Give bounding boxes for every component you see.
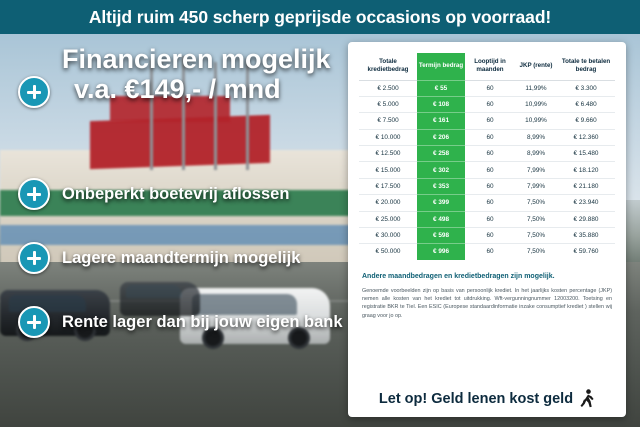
benefits-list [18,178,358,370]
note-body: Genoemde voorbeelden zijn op basis van persoonlijk krediet. In het jaarlijks kosten percentage (JKP) nemen alle kosten van het krediet tot uitdrukking. Wft-vergunningnummer 12003200. Toetsing en registratie BKR te Tiel. Een ESIC (Europese standaardinformatie inzake consumptief krediet ) stellen wij graag voor jo op. [362,287,612,319]
legal-note [362,272,612,321]
cell-jkp: 11,99% [515,80,557,96]
table-row [359,129,615,145]
warning-text: Let op! Geld lenen kost geld [378,391,574,407]
cell-total-payable: € 15.480 [557,146,615,162]
cell-jkp: 10,99% [515,96,557,112]
cell-term-amount: € 108 [417,96,465,112]
cell-total-credit: € 12.500 [359,146,417,162]
plus-icon [18,76,50,108]
cell-duration: 60 [465,80,515,96]
plus-icon [18,242,50,274]
cell-duration: 60 [465,195,515,211]
cell-duration: 60 [465,211,515,227]
column-header-duration: Looptijd in maanden [465,53,515,80]
plus-icon [18,306,50,338]
cell-total-payable: € 9.660 [557,113,615,129]
benefit-label: Rente lager dan bij jouw eigen bank [62,312,343,331]
column-header-total-credit: Totale kredietbedrag [359,53,417,80]
table-row [359,227,615,243]
table-row [359,244,615,260]
cell-term-amount: € 498 [417,211,465,227]
list-item [18,242,358,274]
cell-total-credit: € 7.500 [359,113,417,129]
cell-duration: 60 [465,227,515,243]
cell-total-payable: € 18.120 [557,162,615,178]
headline-block [18,44,331,104]
cell-term-amount: € 161 [417,113,465,129]
table-row [359,211,615,227]
cell-duration: 60 [465,146,515,162]
cell-jkp: 7,50% [515,211,557,227]
cell-term-amount: € 55 [417,80,465,96]
cell-jkp: 7,99% [515,178,557,194]
headline-line-1: Financieren mogelijk [62,44,331,74]
benefit-label: Lagere maandtermijn mogelijk [62,248,301,267]
cell-jkp: 7,99% [515,162,557,178]
cell-duration: 60 [465,113,515,129]
page-title [62,44,331,104]
list-item [18,178,358,210]
cell-term-amount: € 353 [417,178,465,194]
plus-icon [18,178,50,210]
cell-total-payable: € 12.360 [557,129,615,145]
cell-total-credit: € 15.000 [359,162,417,178]
cell-total-payable: € 3.300 [557,80,615,96]
cell-total-credit: € 10.000 [359,129,417,145]
table-row [359,146,615,162]
cell-duration: 60 [465,178,515,194]
cell-total-credit: € 5.000 [359,96,417,112]
cell-term-amount: € 399 [417,195,465,211]
cell-total-payable: € 6.480 [557,96,615,112]
cell-duration: 60 [465,96,515,112]
cell-total-payable: € 59.760 [573,248,599,256]
table-row [359,162,615,178]
cell-jkp: 10,99% [515,113,557,129]
benefit-label: Onbeperkt boetevrij aflossen [62,184,290,203]
headline-line-2: v.a. €149,- / mnd [74,74,281,105]
top-banner [0,0,640,34]
cell-duration: 60 [465,129,515,145]
cell-term-amount: € 598 [417,227,465,243]
table-row [359,80,615,96]
warning-banner [348,389,626,409]
column-header-term-amount: Termijn bedrag [417,53,465,80]
cell-term-amount: € 302 [417,162,465,178]
rates-table [359,53,615,260]
column-header-jkp: JKP (rente) [515,53,557,80]
list-item [18,306,358,338]
column-header-total-payable: Totale te betalen bedrag [557,53,615,80]
table-row [359,113,615,129]
cell-total-credit: € 30.000 [359,227,417,243]
table-row [359,96,615,112]
cell-jkp: 7,50% [515,227,557,243]
cell-duration: 60 [486,248,494,256]
cell-total-payable: € 21.180 [557,178,615,194]
cell-total-credit: € 20.000 [359,195,417,211]
cell-total-credit: € 2.500 [359,80,417,96]
cell-term-amount: € 996 [417,244,465,260]
banner-text: Altijd ruim 450 scherp geprijsde occasions op voorraad! [88,6,552,27]
cell-jkp: 7,50% [526,248,546,256]
cell-total-credit: € 50.000 [375,248,401,256]
red-sign-panel [90,115,270,169]
cell-duration: 60 [465,162,515,178]
cell-term-amount: € 258 [417,146,465,162]
cell-jkp: 8,99% [515,129,557,145]
cell-total-payable: € 23.940 [557,195,615,211]
table-header-row [359,53,615,80]
cell-total-payable: € 35.880 [557,227,615,243]
cell-total-credit: € 25.000 [359,211,417,227]
cell-jkp: 8,99% [515,146,557,162]
rates-card [348,42,626,417]
walking-person-icon [579,389,595,409]
cell-jkp: 7,50% [515,195,557,211]
cell-term-amount: € 206 [417,129,465,145]
table-row [359,195,615,211]
cell-total-credit: € 17.500 [359,178,417,194]
rates-table-body [359,80,615,260]
table-row [359,178,615,194]
cell-total-payable: € 29.880 [557,211,615,227]
note-title: Andere maandbedragen en kredietbedragen zijn mogelijk. [362,272,555,280]
